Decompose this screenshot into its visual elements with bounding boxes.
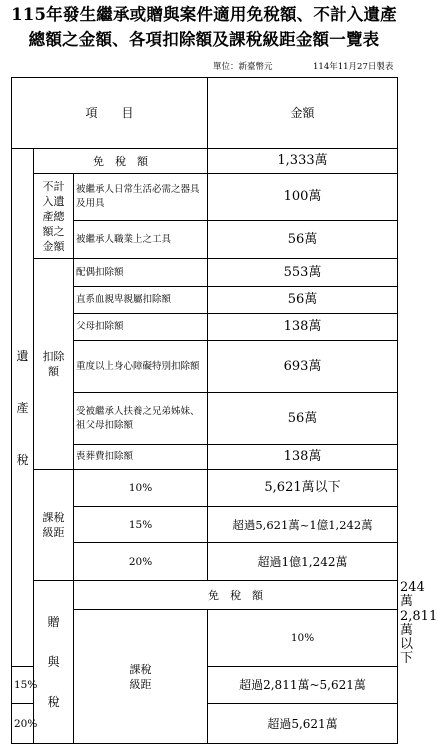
item-label: 被繼承人日常生活必需之器具及用具 (74, 174, 208, 221)
bracket-rate: 20% (12, 704, 34, 744)
item-label: 受被繼承人扶養之兄弟姊妹、祖父母扣除額 (74, 393, 208, 445)
item-amount: 553萬 (208, 259, 398, 287)
item-label: 喪葬費扣除額 (74, 445, 208, 470)
deductions-label (34, 259, 74, 470)
bracket-rate: 10% (74, 470, 208, 507)
gift-tax-category (34, 581, 74, 744)
deductions-label-part: 扣除 (42, 350, 65, 363)
not-included-label-part: 產總 (42, 209, 65, 223)
brackets-label-part: 課稅 (129, 662, 152, 676)
table-date-note: 114年11月27日製表 (313, 62, 394, 72)
item-label: 配偶扣除額 (74, 259, 208, 287)
table-row (12, 174, 398, 221)
estate-tax-char-3: 稅 (16, 452, 29, 467)
item-amount: 56萬 (208, 287, 398, 314)
amount-column-header: 金額 (208, 78, 398, 149)
bracket-range: 5,621萬以下 (208, 470, 398, 507)
estate-exemption-amount: 1,333萬 (208, 149, 398, 174)
gift-exemption-row: 贈 與 稅 免 稅 額 244萬 (12, 581, 398, 610)
not-included-label-part: 金額 (42, 239, 65, 253)
bracket-rate: 15% (74, 507, 208, 543)
table-header-row (12, 78, 398, 149)
gift-brackets-label (74, 610, 208, 744)
estate-tax-category (12, 149, 34, 667)
bracket-range: 超過5,621萬~1億1,242萬 (208, 507, 398, 543)
item-amount: 56萬 (208, 221, 398, 259)
gift-exemption-label: 免 稅 額 (74, 581, 398, 610)
tax-amount-table (11, 77, 437, 744)
not-included-label (34, 174, 74, 259)
item-label: 父母扣除額 (74, 314, 208, 341)
item-amount: 138萬 (208, 445, 398, 470)
deductions-label-part: 額 (48, 365, 59, 378)
bracket-rate: 20% (74, 543, 208, 581)
item-label: 直系血親卑親屬扣除額 (74, 287, 208, 314)
item-amount: 693萬 (208, 341, 398, 393)
brackets-label-part: 級距 (129, 677, 152, 691)
table-row (12, 470, 398, 507)
estate-exemption-row (12, 149, 398, 174)
bracket-range: 超過5,621萬 (208, 704, 398, 744)
table-row: 課稅 級距 10% 2,811萬以下 (12, 610, 398, 667)
bracket-rate: 10% (208, 610, 398, 667)
not-included-label-part: 入遺 (42, 194, 65, 208)
estate-brackets-label (34, 470, 74, 581)
bracket-rate: 15% (12, 667, 34, 704)
currency-unit-note: 單位：新臺幣元 (213, 62, 273, 72)
page-title-line-2: 總額之金額、各項扣除額及課稅級距金額一覽表 (28, 30, 380, 49)
page-title-line-1: 115年發生繼承或贈與案件適用免稅額、不計入遺產 (11, 5, 397, 24)
item-amount: 56萬 (208, 393, 398, 445)
item-column-header: 項 目 (12, 78, 208, 149)
brackets-label-part: 課稅 (42, 511, 65, 524)
item-amount: 100萬 (208, 174, 398, 221)
table-row (12, 259, 398, 287)
not-included-label-part: 不計 (42, 179, 65, 193)
item-label: 重度以上身心障礙特別扣除額 (74, 341, 208, 393)
item-amount: 138萬 (208, 314, 398, 341)
item-label: 被繼承人職業上之工具 (74, 221, 208, 259)
gift-tax-char-3: 稅 (47, 695, 60, 709)
gift-tax-char-2: 與 (47, 655, 60, 669)
estate-tax-char-1: 遺 (16, 348, 29, 363)
bracket-range: 超過2,811萬~5,621萬 (208, 667, 398, 704)
not-included-label-part: 額之 (42, 224, 65, 238)
bracket-range: 超過1億1,242萬 (208, 543, 398, 581)
brackets-label-part: 級距 (42, 526, 65, 539)
gift-tax-char-1: 贈 (47, 615, 60, 629)
estate-tax-char-2: 產 (16, 400, 29, 415)
estate-exemption-label: 免 稅 額 (34, 149, 208, 174)
